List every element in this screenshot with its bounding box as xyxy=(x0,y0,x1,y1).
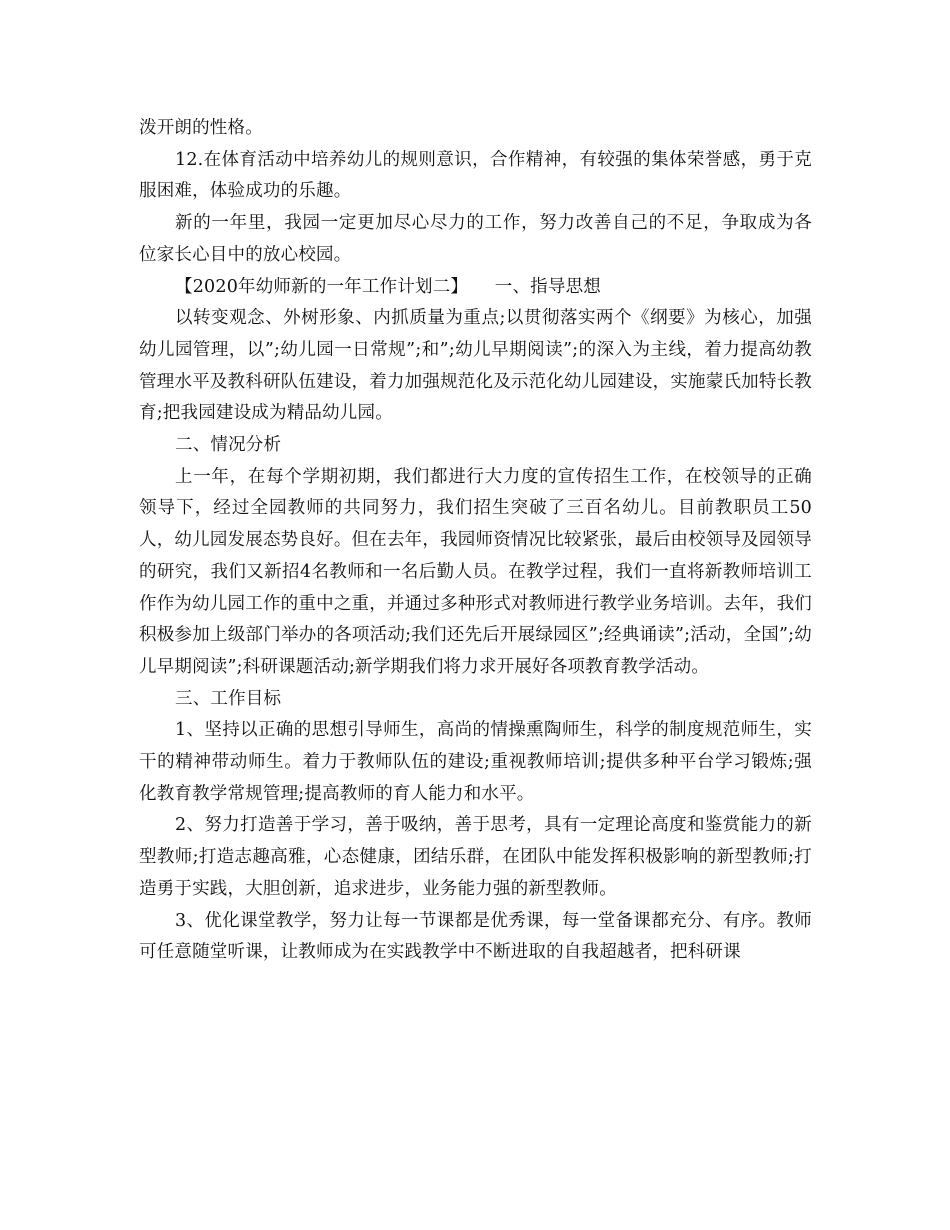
section-heading-situation-analysis: 二、情况分析 xyxy=(175,435,282,456)
paragraph-goal-2: 2、努力打造善于学习，善于吸纳，善于思考，具有一定理论高度和鉴赏能力的新型教师;打造志趣高雅，心态健康，团结乐群，在团队中能发挥积极影响的新型教师;打造勇于实践，大胆创新，追求进步，业务能力强的新型教师。 xyxy=(139,815,812,899)
paragraph-item-12: 12.在体育活动中培养幼儿的规则意识，合作精神，有较强的集体荣誉感，勇于克服困难，体验成功的乐趣。 xyxy=(139,149,812,202)
paragraph-goal-1: 1、坚持以正确的思想引导师生，高尚的情操熏陶师生，科学的制度规范师生，实干的精神带动师生。着力于教师队伍的建设;重视教师培训;提供多种平台学习锻炼;强化教育教学常规管理;提高教师的育人能力和水平。 xyxy=(139,720,812,804)
section-heading-work-goals: 三、工作目标 xyxy=(175,688,282,709)
document-body xyxy=(139,113,812,969)
paragraph-continuation: 泼开朗的性格。 xyxy=(139,118,263,138)
paragraph-situation-analysis: 上一年，在每个学期初期，我们都进行大力度的宣传招生工作，在校领导的正确领导下，经过全园教师的共同努力，我们招生突破了三百名幼儿。目前教职员工50人，幼儿园发展态势良好。但在去年，我园师资情况比较紧张，最后由校领导及园领导的研究，我们又新招4名教师和一名后勤人员。在教学过程，我们一直将新教师培训工作作为幼儿园工作的重中之重，并通过多种形式对教师进行教学业务培训。去年，我们积极参加上级部门举办的各项活动;我们还先后开展绿园区”;经典诵读”;活动，全国”;幼儿早期阅读”;科研课题活动;新学期我们将力求开展好各项教育教学活动。 xyxy=(139,466,812,677)
paragraph-closing: 新的一年里，我园一定更加尽心尽力的工作，努力改善自己的不足，争取成为各位家长心目中的放心校园。 xyxy=(139,213,812,265)
section-heading-plan-two: 【2020年幼师新的一年工作计划二】 一、指导思想 xyxy=(175,276,601,297)
paragraph-goal-3: 3、优化课堂教学，努力让每一节课都是优秀课，每一堂备课都充分、有序。教师可任意随堂听课，让教师成为在实践教学中不断进取的自我超越者，把科研课 xyxy=(139,910,812,963)
paragraph-guiding-thought: 以转变观念、外树形象、内抓质量为重点;以贯彻落实两个《纲要》为核心，加强幼儿园管理，以”;幼儿园一日常规”;和”;幼儿早期阅读”;的深入为主线，着力提高幼教管理水平及教科研队伍建设，着力加强规范化及示范化幼儿园建设，实施蒙氏加特长教育;把我园建设成为精品幼儿园。 xyxy=(139,308,812,424)
